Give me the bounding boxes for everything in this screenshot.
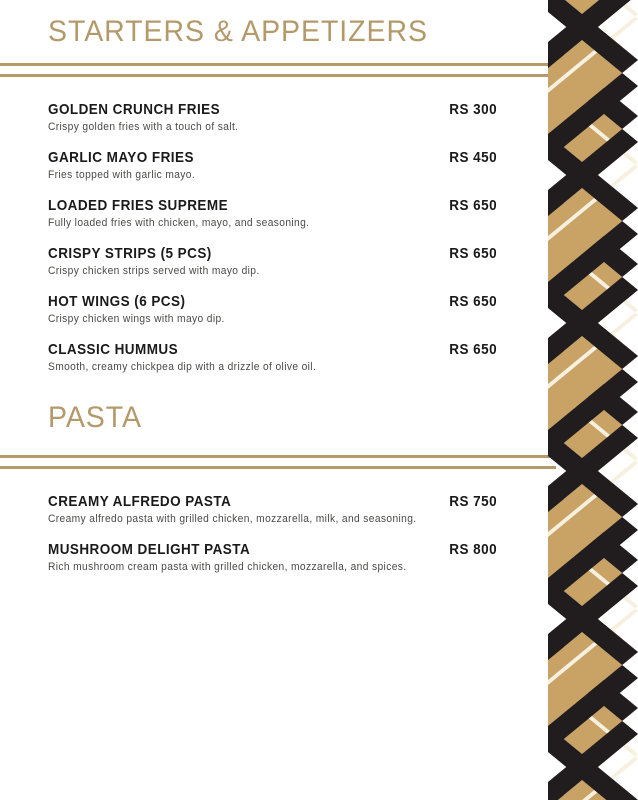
item-price: RS 650: [449, 341, 497, 358]
menu-item: [48, 293, 497, 326]
pasta-item-list: [48, 493, 497, 589]
item-description: Crispy chicken wings with mayo dip.: [48, 313, 225, 325]
menu-item: [48, 341, 497, 374]
double-rule-bottom: [0, 466, 556, 469]
menu-item: [48, 197, 497, 230]
item-price: RS 750: [449, 493, 497, 510]
menu-item: [48, 493, 497, 526]
item-name: CREAMY ALFREDO PASTA: [48, 493, 232, 510]
item-description: Smooth, creamy chickpea dip with a drizzle of olive oil.: [48, 361, 317, 373]
item-name: GOLDEN CRUNCH FRIES: [48, 101, 221, 118]
double-rule-bottom: [0, 74, 556, 77]
menu-item: [48, 541, 497, 574]
item-price: RS 650: [449, 197, 497, 214]
item-description: Fries topped with garlic mayo.: [48, 169, 196, 181]
item-description: Fully loaded fries with chicken, mayo, and seasoning.: [48, 217, 310, 229]
item-price: RS 650: [449, 293, 497, 310]
item-name: CLASSIC HUMMUS: [48, 341, 179, 358]
item-description: Rich mushroom cream pasta with grilled chicken, mozzarella, and spices.: [48, 561, 407, 573]
double-rule-top: [0, 455, 556, 458]
chevron-pattern-decoration: [540, 0, 638, 800]
item-description: Crispy golden fries with a touch of salt.: [48, 121, 239, 133]
item-price: RS 650: [449, 245, 497, 262]
item-name: HOT WINGS (6 PCS): [48, 293, 186, 310]
item-price: RS 300: [449, 101, 497, 118]
section-title-starters: STARTERS & APPETIZERS: [48, 15, 428, 48]
item-name: LOADED FRIES SUPREME: [48, 197, 229, 214]
item-name: CRISPY STRIPS (5 PCS): [48, 245, 212, 262]
menu-item: [48, 101, 497, 134]
item-name: MUSHROOM DELIGHT PASTA: [48, 541, 251, 558]
menu-item: [48, 245, 497, 278]
item-name: GARLIC MAYO FRIES: [48, 149, 194, 166]
item-price: RS 450: [449, 149, 497, 166]
section-title-pasta: PASTA: [48, 401, 142, 434]
item-description: Crispy chicken strips served with mayo dip.: [48, 265, 260, 277]
item-description: Creamy alfredo pasta with grilled chicken, mozzarella, milk, and seasoning.: [48, 513, 417, 525]
double-rule-top: [0, 63, 556, 66]
menu-item: [48, 149, 497, 182]
item-price: RS 800: [449, 541, 497, 558]
starters-item-list: [48, 101, 497, 389]
